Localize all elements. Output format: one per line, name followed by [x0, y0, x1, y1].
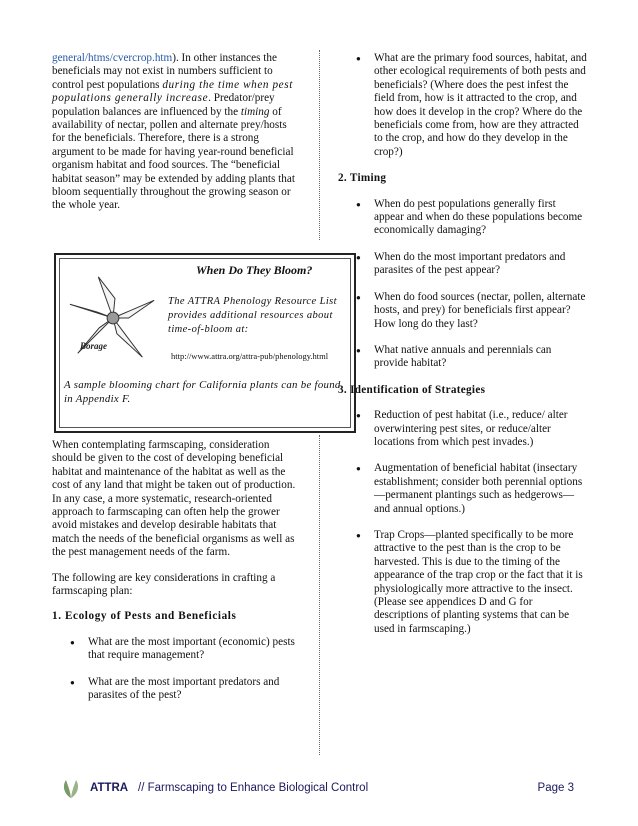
footer-title: // Farmscaping to Enhance Biological Control — [138, 782, 369, 794]
list-item: ● What are the most important predators and parasites of the pest? — [52, 676, 302, 703]
box-text: The ATTRA Phenology Resource List provides additional resources about time-of-bloom at: — [168, 296, 337, 335]
page-number: Page 3 — [537, 782, 574, 794]
heading-timing: 2. Timing — [338, 172, 387, 185]
when-do-they-bloom-box — [54, 253, 356, 433]
right-column — [338, 52, 588, 649]
list-item: ● What native annuals and perennials can provide habitat? — [338, 344, 588, 371]
list-item: ● What are the most important (economic) pests that require management? — [52, 636, 302, 663]
borage-label: Borage — [80, 341, 107, 351]
column-divider-bottom — [319, 435, 320, 755]
left-bottom-section — [52, 439, 302, 716]
column-divider-top — [319, 50, 320, 240]
list-item: ● Reduction of pest habitat (i.e., reduce/ alter overwintering pest sites, or reduce/alter locations from which pest invades.) — [338, 409, 588, 449]
box-caption: A sample blooming chart for California plants can be found in Appendix F. — [64, 379, 341, 405]
paragraph-considerations: The following are key considerations in crafting a farmscaping plan: — [52, 571, 276, 598]
list-item: ● When do the most important predators and parasites of the pest appear? — [338, 251, 588, 278]
left-intro-paragraph: general/htms/cvercrop.htm). In other instances the beneficials may not exist in numbers sufficient to control pest populations during the time when pest populations generally increase. Predator/prey population balances are influenced by the timing of availability of nectar, pollen and alternate prey/hosts for the beneficials. Therefore, there is a strong argument to be made for having year-round beneficial organism habitat and food sources. The “beneficial habitat season” may be extended by adding plants that bloom sequentially throughout the growing season or the whole year. — [52, 52, 295, 212]
list-item: ● When do pest populations generally first appear and when do these populations become economically damaging? — [338, 198, 588, 238]
strategy-bullet-list — [338, 409, 588, 636]
paragraph-cost: When contemplating farmscaping, consideration should be given to the cost of developing beneficial habitat and maintenance of the habitat as well as the cost of any land that might be taken out of production. In any case, a more systematic, research-oriented approach to farmscaping can often help the grower avoid mistakes and develop desirable habitats that match the needs of the beneficial organisms as well as the pest management needs of the farm. — [52, 439, 296, 559]
heading-ecology: 1. Ecology of Pests and Beneficials — [52, 610, 237, 623]
ecology-bullet-list — [52, 636, 302, 703]
page-footer — [60, 778, 580, 800]
list-item: ● What are the primary food sources, habitat, and other ecological requirements of both pests and beneficials? (Where does the pest infest the field from, how is it attracted to the crop, and how does it develop in the crop? Where do the beneficials come from, how are they attracted to the crop, and how do they develop in the crop?) — [338, 52, 588, 159]
ecology-bullet-list-continued — [338, 52, 588, 159]
timing-bullet-list — [338, 198, 588, 371]
list-item: ● When do food sources (nectar, pollen, alternate hosts, and prey) for beneficials first appear? How long do they last? — [338, 291, 588, 331]
borage-flower-illustration — [64, 269, 162, 367]
attra-leaf-icon — [60, 778, 82, 800]
list-item: ● Augmentation of beneficial habitat (insectary establishment; consider both perennial options—permanent plantings such as hedgerows—and annual options.) — [338, 462, 588, 516]
cover-crop-link[interactable]: general/htms/cvercrop.htm — [52, 52, 173, 64]
heading-strategies: 3. Identification of Strategies — [338, 383, 486, 396]
footer-brand: ATTRA — [90, 782, 129, 794]
phenology-url[interactable]: http://www.attra.org/attra-pub/phenology.html — [171, 351, 329, 361]
box-title: When Do They Bloom? — [196, 263, 313, 277]
list-item: ● Trap Crops—planted specifically to be more attractive to the pest than is the crop to be harvested. This is due to the timing of the appearance of the trap crop or the fact that it is physiologically more attractive to the insect. (Please see appendices D and G for descriptions of planting systems that can be used in farmscaping.) — [338, 529, 588, 636]
